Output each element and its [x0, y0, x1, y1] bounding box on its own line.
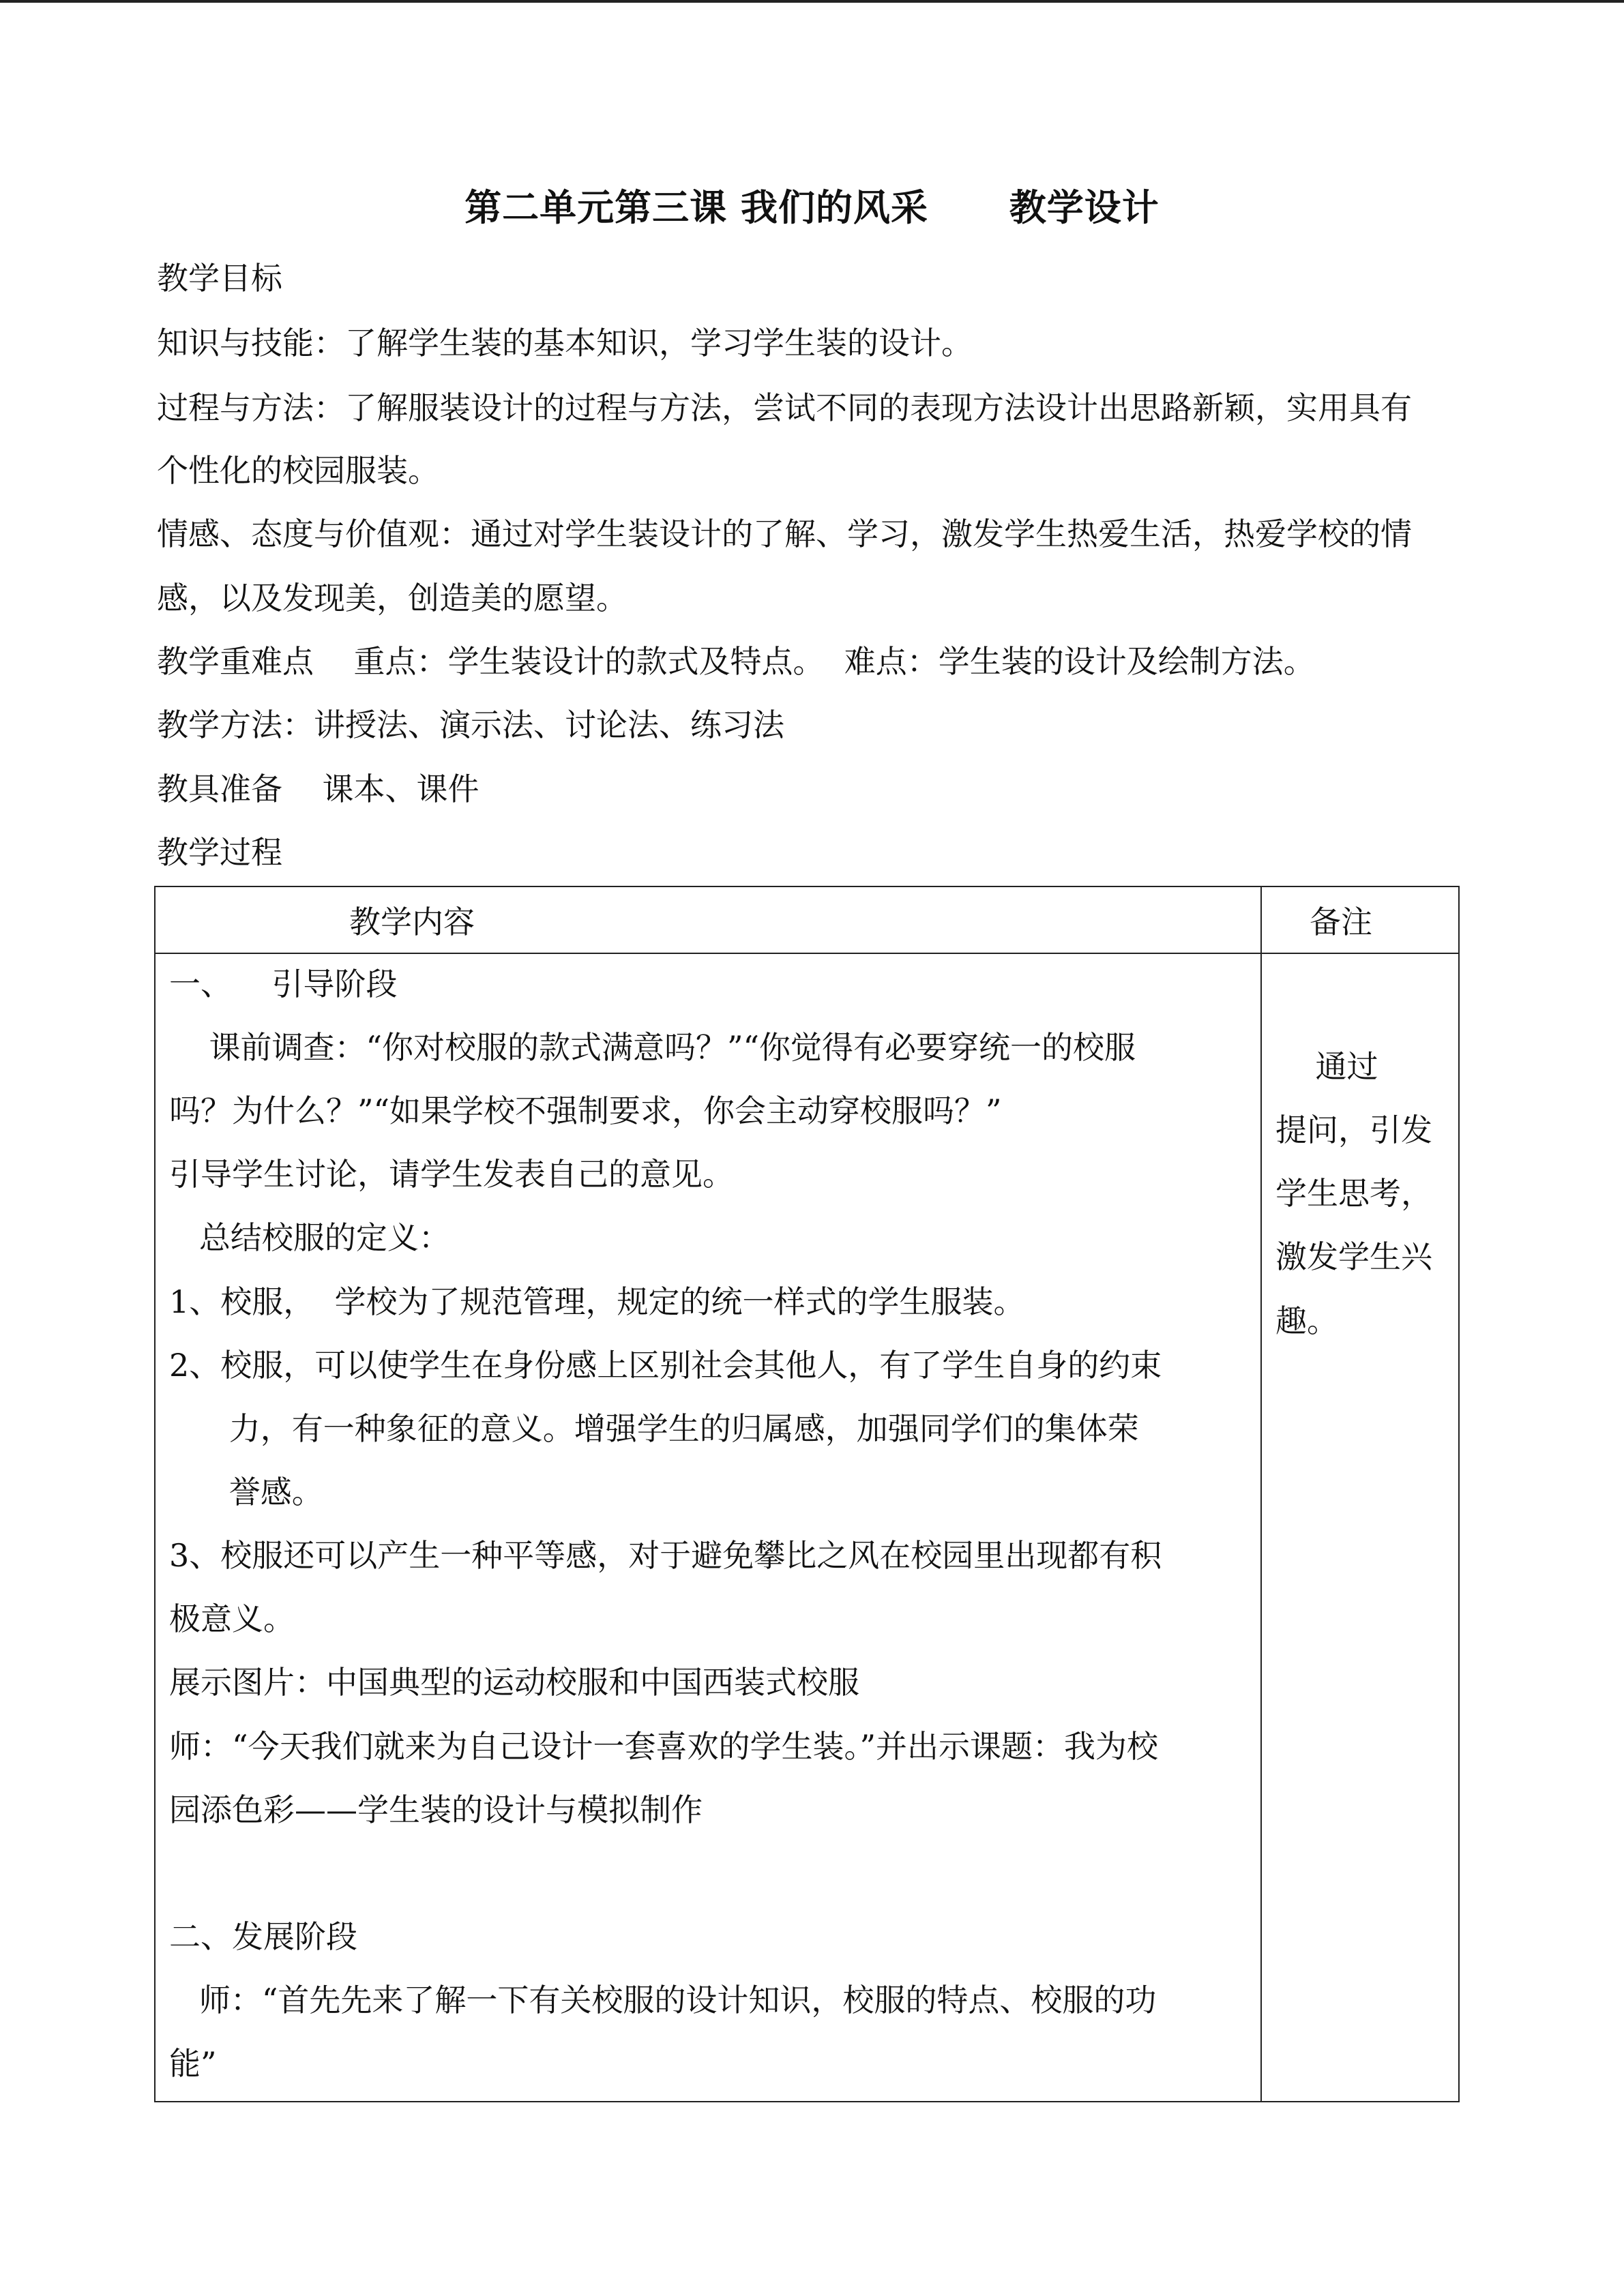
content-line: 一、 引导阶段 — [169, 966, 398, 1002]
content-line: 2、校服，可以使学生在身份感上区别社会其他人，有了学生自身的约束 — [169, 1347, 1162, 1384]
content-line: 极意义。 — [169, 1600, 295, 1637]
table-header-row — [155, 886, 1459, 953]
content-line: 吗？为什么？”“如果学校不强制要求，你会主动穿校服吗？” — [169, 1092, 1002, 1129]
notes-line: 通过 — [1275, 1048, 1378, 1085]
content-line: 总结校服的定义： — [169, 1219, 450, 1256]
header-content-cell — [155, 886, 1261, 953]
emotion-values-line-1: 情感、态度与价值观：通过对学生装设计的了解、学习，激发学生热爱生活，热爱学校的情 — [157, 516, 1412, 552]
content-line: 课前调查：“你对校服的款式满意吗？”“你觉得有必要穿统一的校服 — [169, 1029, 1136, 1066]
objectives-heading: 教学目标 — [157, 260, 282, 297]
document-title: 第二单元第三课 我们的风采 教学设计 — [464, 186, 1160, 229]
content-line: 能” — [169, 2045, 217, 2082]
notes-line: 趣。 — [1275, 1302, 1338, 1339]
header-content-label: 教学内容 — [349, 904, 475, 940]
content-line: 师：“今天我们就来为自己设计一套喜欢的学生装。”并出示课题：我为校 — [169, 1728, 1159, 1765]
notes-line: 学生思考， — [1275, 1175, 1432, 1212]
header-notes-cell — [1261, 886, 1459, 953]
process-methods-line-2: 个性化的校园服装。 — [157, 452, 439, 489]
content-line: 引导学生讨论，请学生发表自己的意见。 — [169, 1156, 734, 1193]
knowledge-skills-line: 知识与技能：了解学生装的基本知识，学习学生装的设计。 — [157, 325, 973, 361]
table-body-row — [155, 953, 1459, 2102]
header-notes-label: 备注 — [1310, 904, 1372, 940]
page-top-border — [0, 0, 1624, 3]
content-line: 展示图片：中国典型的运动校服和中国西装式校服 — [169, 1664, 859, 1701]
process-heading: 教学过程 — [157, 834, 282, 871]
content-line: 誉感。 — [169, 1474, 323, 1510]
content-line: 园添色彩——学生装的设计与模拟制作 — [169, 1791, 703, 1828]
process-methods-line-1: 过程与方法：了解服装设计的过程与方法，尝试不同的表现方法设计出思路新颖，实用具有 — [157, 389, 1412, 426]
teaching-methods-line: 教学方法：讲授法、演示法、讨论法、练习法 — [157, 706, 784, 743]
notes-line: 提问，引发 — [1275, 1112, 1432, 1148]
teaching-tools-line: 教具准备 课本、课件 — [157, 771, 479, 807]
key-points-line: 教学重难点 重点：学生装设计的款式及特点。 难点：学生装的设计及绘制方法。 — [157, 643, 1315, 680]
content-line: 3、校服还可以产生一种平等感，对于避免攀比之风在校园里出现都有积 — [169, 1537, 1162, 1574]
content-line: 力，有一种象征的意义。增强学生的归属感，加强同学们的集体荣 — [169, 1410, 1139, 1447]
notes-line: 激发学生兴 — [1275, 1238, 1432, 1275]
content-line: 二、发展阶段 — [169, 1918, 357, 1955]
content-line: 师：“首先先来了解一下有关校服的设计知识，校服的特点、校服的功 — [169, 1982, 1157, 2018]
emotion-values-line-2: 感，以及发现美，创造美的愿望。 — [157, 580, 628, 616]
notes-cell — [1261, 953, 1459, 2102]
content-cell — [155, 953, 1261, 2102]
content-line: 1、校服， 学校为了规范管理，规定的统一样式的学生服装。 — [169, 1283, 1025, 1320]
teaching-process-table — [154, 886, 1460, 2102]
